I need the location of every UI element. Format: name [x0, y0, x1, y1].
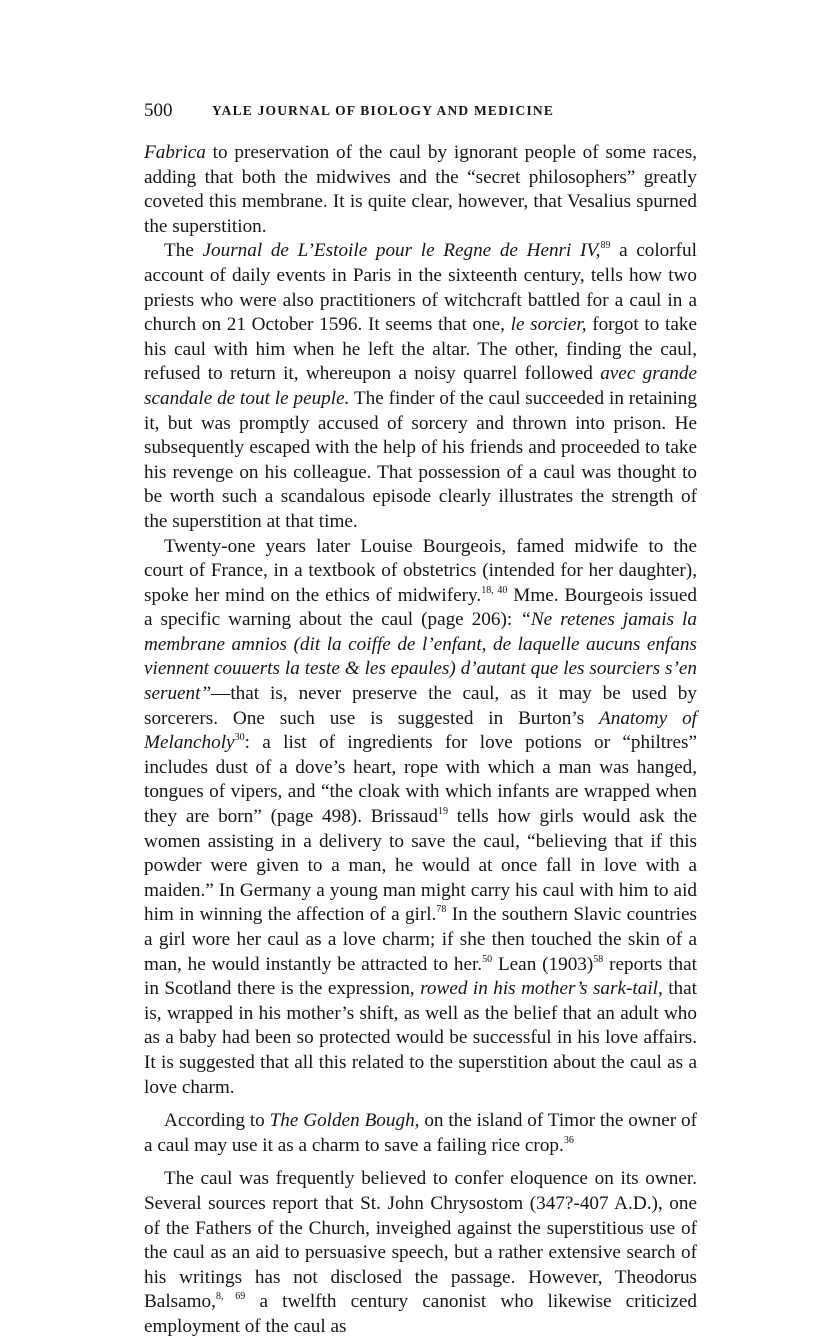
- text-run: —that is, never preserve the caul, as it may be used by sorcerers. One such use is suggested in Burton’s: [144, 683, 697, 729]
- text-run: Twenty-one years later Louise Bourgeois, famed midwife to the court of France, in a textbook of obstetrics (intended for her daughter), spoke her mind on the ethics of midwifery.: [144, 535, 697, 606]
- text-run: Mme. Bourgeois issued a specific warning about the caul (page 206):: [144, 584, 697, 631]
- paragraph-golden-bough: [144, 1109, 697, 1158]
- italic-text: “Ne retenes jamais la membrane amnios (dit la coiffe de l’enfant, de laquelle aucuns enfans viennent couuerts la teste & les epaules) d’autant que les sourciers s’en seruent”: [144, 609, 697, 705]
- reference-marker: 8, 69: [215, 1291, 246, 1303]
- text-run: : a list of ingredients for love potions or “philtres” includes dust of a dove’s heart, rope with which a man was hanged, tongues of vipers, and “the cloak with which infants are wrapped when they are born” (page 498). Brissaud: [144, 732, 697, 828]
- reference-marker: 19: [437, 806, 448, 818]
- italic-text: le sorcier,: [510, 314, 587, 336]
- text-run: The caul was frequently believed to confer eloquence on its owner. Several sources report that St. John Chrysostom (347?-407 A.D.), one of the Fathers of the Church, inveighed against the superstitious use of the caul as an aid to persuasive speech, but a rather extensive search of his writings has not disclosed the passage. However, Theodorus Balsamo,: [144, 1168, 697, 1313]
- text-run: reports that in Scotland there is the expression,: [144, 953, 697, 1000]
- text-run: to preservation of the caul by ignorant people of some races, adding that both the midwives and the “secret philosophers” greatly coveted this membrane. It is quite clear, however, that Vesalius spurned the superstition.: [144, 142, 697, 237]
- paragraph-eloquence: [144, 1167, 697, 1339]
- text-run: a twelfth century canonist who likewise criticized employment of the caul as: [144, 1291, 698, 1337]
- page-header: [144, 100, 578, 126]
- body-text: [144, 141, 697, 1340]
- text-run: In the southern Slavic countries a girl wore her caul as a love charm; if she then touched the skin of a man, he would instantly be attracted to her.: [144, 904, 697, 975]
- text-run: on the island of Timor the owner of a caul may use it as a charm to save a failing rice crop.: [144, 1110, 697, 1156]
- italic-text: Anatomy of Melancholy: [144, 707, 697, 754]
- running-head: YALE JOURNAL OF BIOLOGY AND MEDICINE: [211, 103, 555, 118]
- reference-marker: 50: [482, 953, 493, 965]
- reference-marker: 30: [234, 732, 245, 744]
- text-run: The finder of the caul succeeded in retaining it, but was promptly accused of sorcery and thrown into prison. He subsequently escaped with the help of his friends and proceeded to take his revenge on his colleague. That possession of a caul was thought to be worth such a scandalous episode clearly illustrates the strength of the superstition at that time.: [144, 387, 697, 532]
- italic-text: The Golden Bough,: [269, 1110, 420, 1132]
- text-run: According to: [164, 1110, 270, 1132]
- text-run: Lean (1903): [492, 953, 594, 975]
- italic-text: Fabrica: [144, 142, 206, 163]
- text-run: that is, wrapped in his mother’s shift, as well as the belief that an adult who as a baby had been so protected would be successful in his love affairs. It is suggested that all this related to the superstition about the caul as a love charm.: [144, 978, 697, 1098]
- italic-text: avec grande scandale de tout le peuple.: [144, 363, 697, 409]
- page-number: 500: [144, 100, 173, 121]
- reference-marker: 36: [563, 1134, 574, 1146]
- text-run: The: [164, 240, 203, 262]
- reference-marker: 89: [600, 240, 611, 252]
- text-run: forgot to take his caul with him when he left the altar. The other, finding the caul, refused to return it, whereupon a noisy quarrel followed: [144, 314, 697, 385]
- italic-text: Journal de L’Estoile pour le Regne de Henri IV,: [202, 240, 601, 262]
- paragraph-journal-estoile: [144, 239, 697, 534]
- text-run: tells how girls would ask the women assisting in a delivery to save the caul, “believing that if this powder were given to a man, he would at once fall in love with a maiden.” In Germany a young man might carry his caul with him to aid him in winning the affection of a girl.: [144, 806, 697, 926]
- reference-marker: 58: [593, 953, 604, 965]
- text-run: a colorful account of daily events in Paris in the sixteenth century, tells how two priests who were also practitioners of witchcraft battled for a caul in a church on 21 October 1596. It seems that one,: [144, 240, 697, 336]
- paragraph-vesalius: [144, 141, 697, 239]
- italic-text: rowed in his mother’s sark-tail,: [420, 978, 663, 1000]
- paragraph-louise-bourgeois: [144, 535, 697, 1101]
- reference-marker: 18, 40: [481, 584, 508, 596]
- reference-marker: 78: [436, 904, 447, 916]
